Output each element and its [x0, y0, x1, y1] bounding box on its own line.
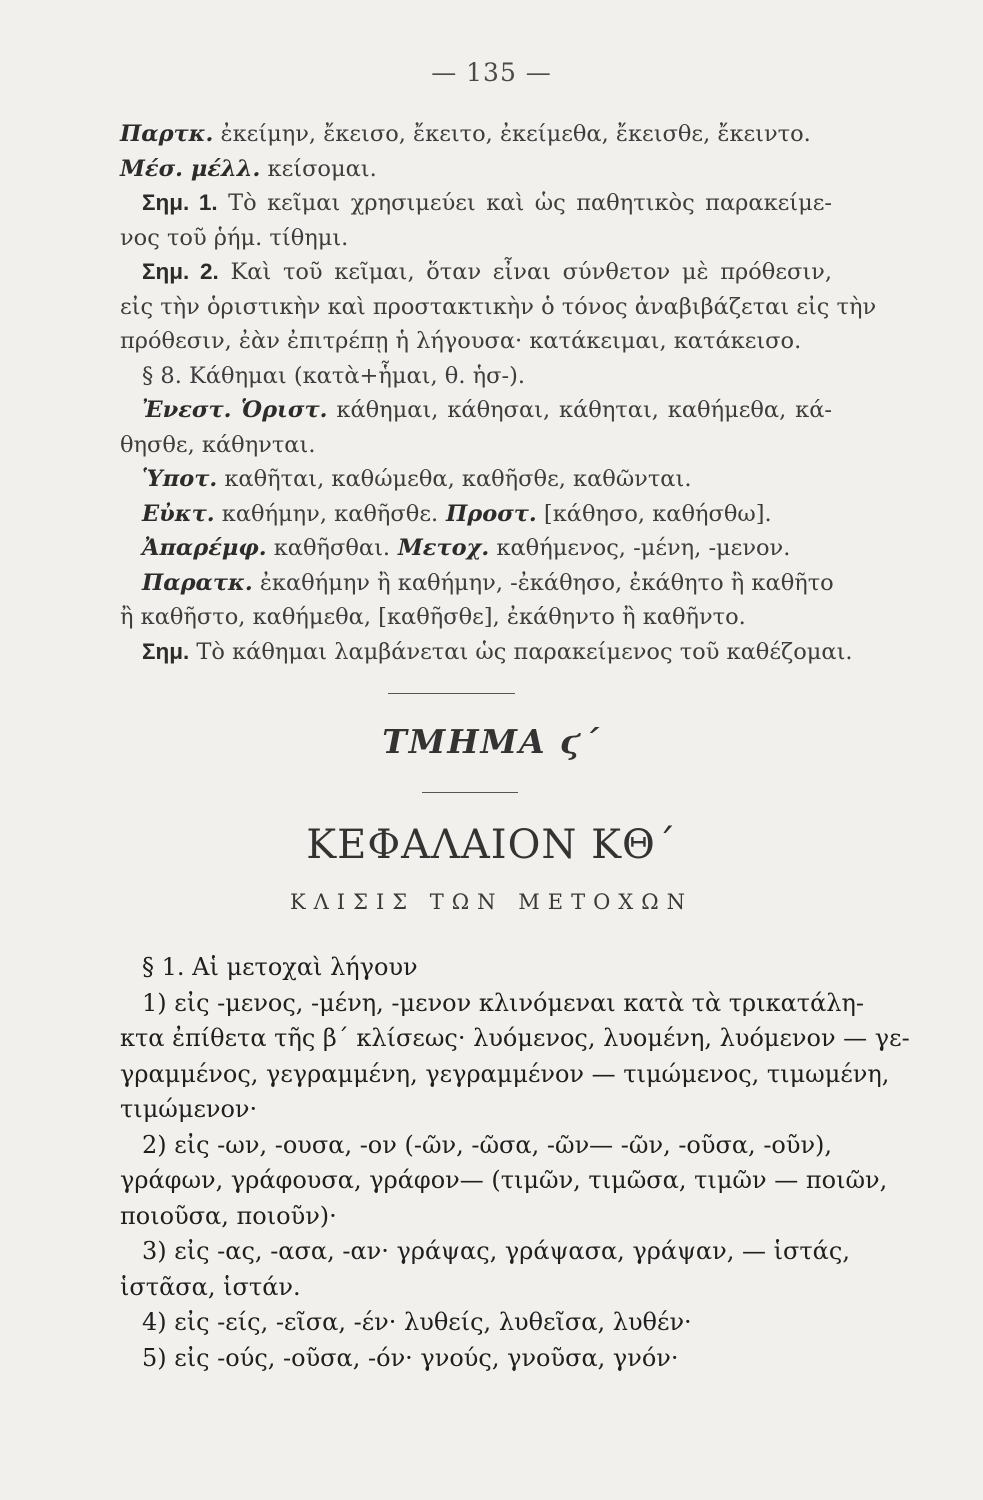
text-line: Σημ. Τὸ κάθημαι λαμβάνεται ὡς παρακείμενος τοῦ καθέζομαι.	[142, 638, 853, 665]
text-line: Παρτκ. ἐκείμην, ἔκεισο, ἔκειτο, ἐκείμεθα, ἔκεισθε, ἔκειντο.	[120, 121, 811, 147]
chapter-title: ΚΕΦΑΛΑΙΟΝ ΚΘ΄	[306, 822, 677, 868]
page-number: — 135 —	[431, 58, 552, 87]
section-title: ΤΜΗΜΑ ϛ΄	[382, 722, 601, 761]
text-line: § 1. Αἱ μετοχαὶ λήγουν	[142, 953, 418, 981]
text-line: Ἀπαρέμφ. καθῆσθαι. Μετοχ. καθήμενος, -μένη, -μενον.	[142, 535, 791, 561]
divider-rule	[388, 693, 515, 694]
text-line: γράφων, γράφουσα, γράφον— (τιμῶν, τιμῶσα, τιμῶν — ποιῶν,	[120, 1166, 888, 1194]
text-line: θησθε, κάθηνται.	[120, 431, 316, 458]
text-line: 2) εἰς -ων, -ουσα, -ον (-ῶν, -ῶσα, -ῶν— -ῶν, -οῦσα, -οῦν),	[142, 1130, 833, 1159]
text-line: κτα ἐπίθετα τῆς β΄ κλίσεως· λυόμενος, λυομένη, λυόμενον — γε-	[120, 1024, 910, 1052]
text-line: Εὐκτ. καθήμην, καθῆσθε. Προστ. [κάθησο, καθήσθω].	[142, 500, 772, 527]
participles-block	[120, 950, 910, 1376]
text-line: γραμμένος, γεγραμμένη, γεγραμμένον — τιμώμενος, τιμωμένη,	[120, 1059, 890, 1088]
text-line: 4) εἰς -είς, -εῖσα, -έν· λυθείς, λυθεῖσα, λυθέν·	[142, 1308, 692, 1336]
text-line: ἢ καθῆστο, καθήμεθα, [καθῆσθε], ἐκάθηντο ἢ καθῆντο.	[120, 604, 746, 630]
divider-rule	[422, 792, 518, 793]
text-line: νος τοῦ ῥήμ. τίθημι.	[120, 224, 349, 251]
text-line: Σημ. 1. Τὸ κεῖμαι χρησιμεύει καὶ ὡς παθητικὸς παρακείμε-	[142, 190, 832, 216]
text-line: Ὑποτ. καθῆται, καθώμεθα, καθῆσθε, καθῶνται.	[142, 466, 692, 492]
text-line: Σημ. 2. Καὶ τοῦ κεῖμαι, ὅταν εἶναι σύνθετον μὲ πρόθεσιν,	[142, 259, 832, 285]
text-line: τιμώμενον·	[120, 1095, 258, 1123]
text-line: 1) εἰς -μενος, -μένη, -μενον κλινόμεναι κατὰ τὰ τρικατάλη-	[142, 988, 864, 1017]
conjugation-block	[120, 117, 877, 669]
text-line: Μέσ. μέλλ. κείσομαι.	[120, 155, 377, 182]
text-line: Παρατκ. ἐκαθήμην ἢ καθήμην, -ἐκάθησο, ἐκάθητο ἢ καθῆτο	[142, 569, 834, 596]
text-line: ἱστᾶσα, ἱστάν.	[120, 1272, 301, 1301]
text-line: § 8. Κάθημαι (κατὰ+ἧμαι, θ. ἡσ-).	[142, 362, 526, 389]
chapter-subtitle: ΚΛΙΣΙΣ ΤΩΝ ΜΕΤΟΧΩΝ	[289, 890, 694, 914]
text-line: Ἐνεστ. Ὁριστ. κάθημαι, κάθησαι, κάθηται, καθήμεθα, κά-	[142, 397, 832, 423]
text-line: πρόθεσιν, ἐὰν ἐπιτρέπῃ ἡ λήγουσα· κατάκειμαι, κατάκεισο.	[120, 328, 802, 354]
text-line: εἰς τὴν ὁριστικὴν καὶ προστακτικὴν ὁ τόνος ἀναβιβάζεται εἰς τὴν	[120, 293, 877, 320]
text-line: ποιοῦσα, ποιοῦν)·	[120, 1201, 337, 1230]
text-line: 3) εἰς -ας, -ασα, -αν· γράψας, γράψασα, γράψαν, — ἱστάς,	[142, 1237, 850, 1265]
text-line: 5) εἰς -ούς, -οῦσα, -όν· γνούς, γνοῦσα, γνόν·	[142, 1343, 679, 1372]
